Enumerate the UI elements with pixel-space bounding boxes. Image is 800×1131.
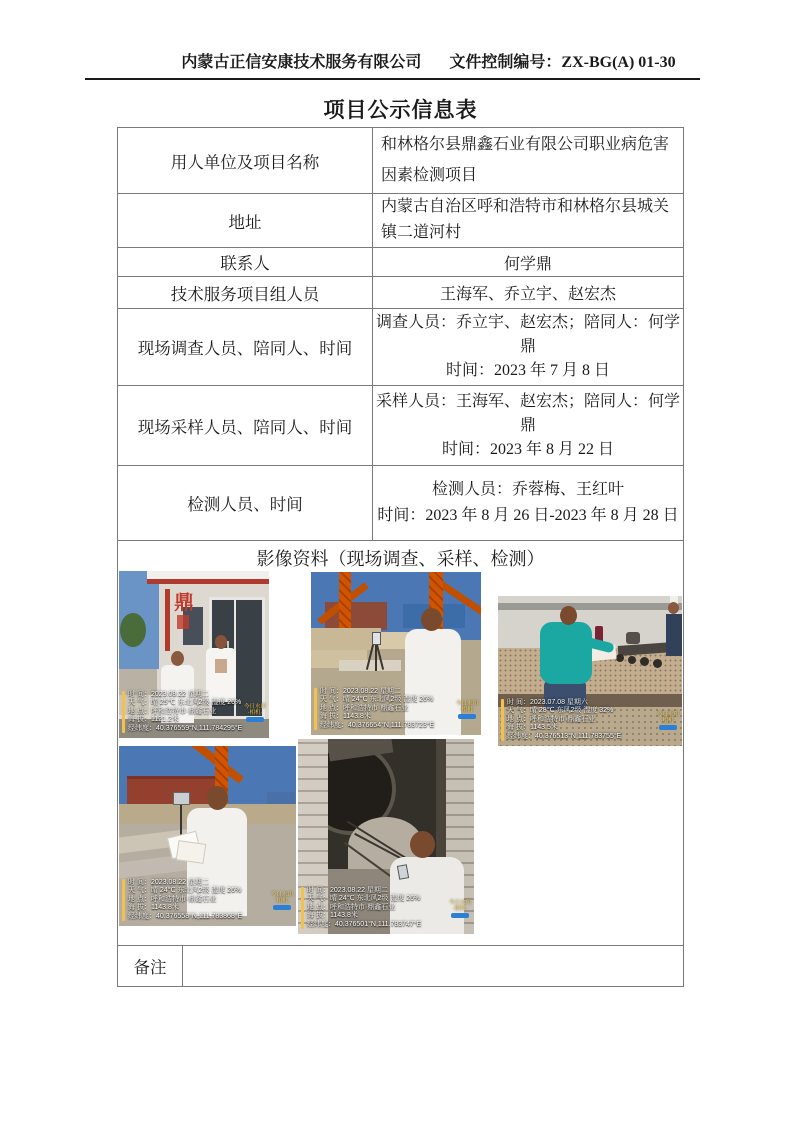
measuring-device [173,792,190,805]
watermark-camera-badge [456,701,478,719]
badge-text: 今日水印 [448,900,471,906]
document-header [85,50,700,80]
person-head [560,606,577,625]
badge-pill [273,905,291,910]
red-trim-post [165,589,170,651]
wm-coords: 经纬度：40.376501°N,111.783747°E [307,920,422,928]
wm-time: 时 间：2023.08.22 星期二 [128,690,209,698]
wm-location: 地 点：呼和浩特市·鼎鑫石业 [320,704,409,712]
row-label-project-name: 用人单位及项目名称 [118,128,373,193]
watermark-text [507,699,621,742]
tea-cup [628,656,636,664]
person-figure [666,614,682,656]
table-row-photos [118,541,683,946]
wm-time: 时 间：2023.08.22 星期二 [128,878,209,886]
person-head [171,651,184,666]
wm-coords: 经纬度：40.376654°N,111.783723°E [320,721,435,729]
sampling-time: 时间：2023 年 8 月 22 日 [441,440,614,458]
wm-location: 地 点：呼和浩特市·鼎鑫石业 [507,715,596,723]
tea-cup [616,654,624,662]
person-figure [540,622,592,684]
table-row-survey [118,309,683,386]
info-table [117,127,684,987]
watermark-text [320,688,434,731]
photo-watermark [122,879,242,922]
badge-text: 今日水印 [656,712,679,718]
wm-altitude: 海 拔：1143.8米 [128,904,179,911]
row-label-team: 技术服务项目组人员 [118,277,373,308]
survey-personnel: 调查人员：乔立宇、赵宏杰；陪同人：何学鼎 [376,314,681,355]
watermark-bar [122,691,125,734]
wm-location: 地 点：呼和浩特市·鼎鑫石业 [128,895,217,903]
company-logo-sign: 鼎 [174,592,194,614]
photo-watermark [501,699,621,742]
badge-text: ·相机· [459,707,475,713]
watermark-bar [122,879,125,922]
building-roof-trim [147,571,269,584]
row-value-team: 王海军、乔立宇、赵宏杰 [439,286,616,303]
photos-section [118,541,683,944]
stone-slab [339,660,401,671]
row-label-testing: 检测人员、时间 [118,466,373,540]
wm-weather: 天 气：晴 24℃ 东北风2级 湿度 26% [307,895,421,902]
badge-pill [659,725,677,730]
watermark-text [307,887,421,930]
measuring-device [372,632,381,645]
wm-altitude: 海 拔：1143.5米 [507,724,558,731]
logo-mark [177,615,189,629]
badge-text: 今日水印 [243,704,266,710]
tree [120,613,146,647]
watermark-bar [314,688,317,731]
badge-text: ·相机· [247,710,263,716]
table-row-project-name [118,128,683,194]
person-head [410,831,435,858]
wm-altitude: 海 拔：1143.8米 [320,713,371,720]
photo-sampling-crane-yard [311,572,481,735]
row-value-address: 内蒙古自治区呼和浩特市和林格尔县城关镇二道河村 [381,198,670,241]
wm-weather: 天 气：晴 24℃ 东北风2级 湿度 26% [320,696,434,703]
row-label-survey: 现场调查人员、陪同人、时间 [118,309,373,385]
wm-coords: 经纬度：40.376513°N,111.783755°E [507,732,622,740]
doc-control-number: 文件控制编号：ZX-BG(A) 01-30 [449,54,676,71]
person-head [421,608,442,631]
table-row-team [118,277,683,309]
row-value-contact: 何学鼎 [503,255,552,273]
row-value-project-name: 和林格尔县鼎鑫石业有限公司职业病危害因素检测项目 [381,136,670,184]
tripod-leg [375,644,377,671]
watermark-camera-badge [271,892,293,910]
wm-altitude: 海 拔：1121.2米 [128,716,179,723]
row-value-testing [373,466,683,540]
badge-text: ·相机· [452,906,468,912]
wm-time: 时 间：2023.08.22 星期二 [307,886,388,894]
badge-text: 今日水印 [270,892,293,898]
badge-text: ·相机· [660,718,676,724]
person-head [207,786,228,810]
wm-location: 地 点：呼和浩特市·鼎鑫石业 [307,903,396,911]
survey-time: 时间：2023 年 7 月 8 日 [445,362,610,379]
badge-pill [458,714,476,719]
badge-pill [246,717,264,722]
table-row-testing [118,466,683,541]
person-head [668,602,679,614]
row-value-survey [373,309,683,385]
watermark-camera-badge [449,900,471,918]
testing-time: 时间：2023 年 8 月 26 日-2023 年 8 月 28 日 [377,507,679,524]
badge-text: 今日水印 [455,701,478,707]
wm-coords: 经纬度：40.376558°N,111.783868°E [128,912,243,920]
watermark-bar [301,887,304,930]
watermark-camera-badge [657,712,679,730]
tea-cup [640,657,649,666]
wm-weather: 天 气：晴 28℃ 东风2级 湿度 32% [507,707,614,714]
wm-time: 时 间：2023.08.22 星期二 [320,687,401,695]
photo-site-survey-office [119,571,269,738]
row-value-remark [183,946,683,986]
row-label-sampling: 现场采样人员、陪同人、时间 [118,386,373,465]
photo-recording-stone-yard [119,746,296,926]
wm-time: 时 间：2023.07.08 星期六 [507,698,588,706]
row-label-address: 地址 [118,194,373,247]
photo-watermark [314,688,434,731]
wm-weather: 天 气：晴 24℃ 东北风2级 湿度 26% [128,887,242,894]
watermark-text [128,879,242,922]
table-row-sampling [118,386,683,466]
watermark-bar [501,699,504,742]
photo-stone-saw-workshop [298,739,474,934]
wm-altitude: 海 拔：1143.8米 [307,912,358,919]
photo-watermark [301,887,421,930]
photos-section-title: 影像资料（现场调查、采样、检测） [256,549,545,569]
photo-testing-granite-table [498,596,682,746]
testing-personnel: 检测人员：乔蓉梅、王红叶 [431,481,624,498]
badge-pill [451,913,469,918]
tripod-pole [180,805,182,835]
kettle [626,632,640,644]
sampling-personnel: 采样人员：王海军、赵宏杰；陪同人：何学鼎 [376,392,681,434]
photo-watermark [122,691,242,734]
table-row-remark [118,946,683,986]
table-row-address [118,194,683,248]
watermark-camera-badge [244,704,266,722]
shirt-print [215,659,227,673]
row-value-sampling [373,386,683,465]
wm-coords: 经纬度：40.376559°N,111.784295°E [128,724,243,732]
page-title: 项目公示信息表 [323,98,478,122]
row-label-contact: 联系人 [118,248,373,276]
row-label-remark: 备注 [118,946,183,986]
roof-beam [498,603,682,610]
wm-weather: 天 气：晴 25℃ 东北风2级 湿度 26% [128,699,242,706]
tea-cup [653,659,662,668]
company-name: 内蒙古正信安康技术服务有限公司 [181,54,422,71]
wm-location: 地 点：呼和浩特市·鼎鑫石业 [128,707,217,715]
watermark-text [128,691,242,734]
badge-text: ·相机· [274,898,290,904]
person-head [215,635,227,649]
table-row-contact [118,248,683,277]
record-sheet [176,840,207,864]
